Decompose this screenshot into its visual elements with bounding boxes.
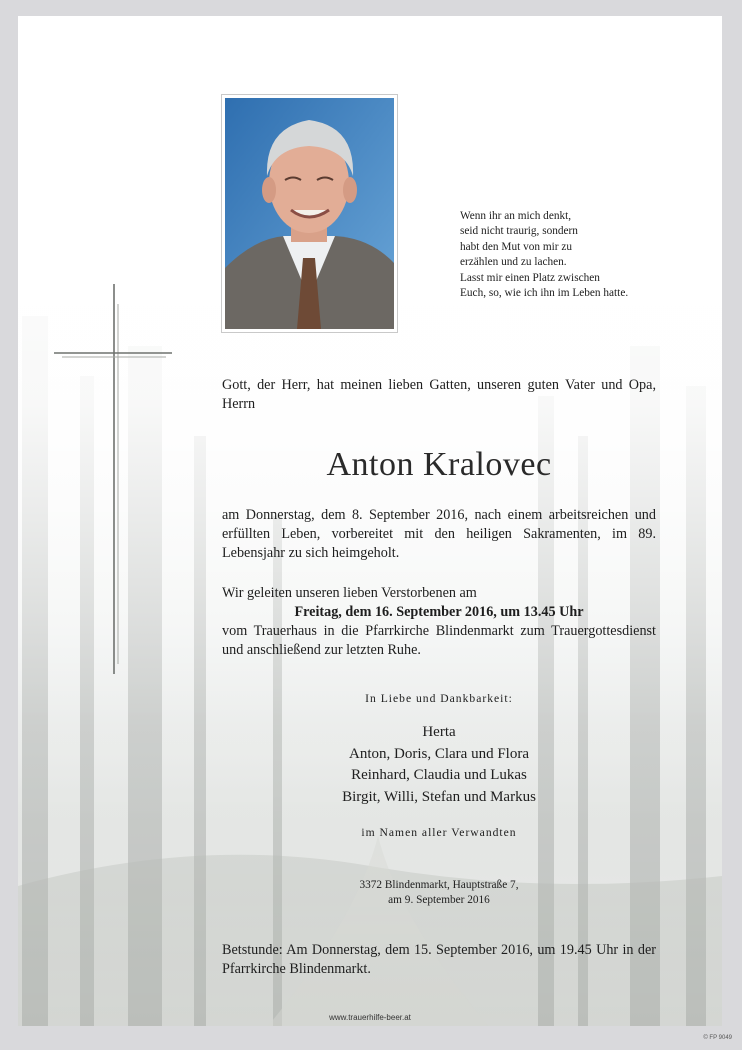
address-line: 3372 Blindenmarkt, Hauptstraße 7, xyxy=(359,879,519,891)
mourner-line: Reinhard, Claudia und Lukas xyxy=(351,767,527,783)
website-link[interactable]: www.trauerhilfe-beer.at xyxy=(329,1013,411,1022)
thanks-heading: In Liebe und Dankbarkeit: xyxy=(365,692,513,705)
funeral-info xyxy=(222,584,656,660)
document-code: © FP 9049 xyxy=(703,1035,732,1041)
date-line: am 9. September 2016 xyxy=(388,893,490,906)
funeral-details: vom Trauerhaus in die Pfarrkirche Blindenmarkt zum Trauergottesdienst und anschließend zur letzten Ruhe. xyxy=(222,623,656,658)
portrait-frame xyxy=(221,94,398,333)
death-notice-text: am Donnerstag, dem 8. September 2016, nach einem arbeitsreichen und erfüllten Leben, vorbereitet mit den heiligen Sakramenten, im 89. Lebensjahr zu sich heimgeholt. xyxy=(222,507,656,561)
memorial-quote: Wenn ihr an mich denkt, seid nicht traurig, sondern habt den Mut von mir zu erzählen und zu lachen. Lasst mir einen Platz zwischen Euch, so, wie ich ihn im Leben hatte. xyxy=(460,210,629,300)
relatives-note: im Namen aller Verwandten xyxy=(361,826,517,839)
deceased-name: Anton Kralovec xyxy=(326,446,552,483)
funeral-lead: Wir geleiten unseren lieben Verstorbenen am xyxy=(222,585,477,601)
portrait-photo xyxy=(225,98,394,329)
obituary-card xyxy=(18,16,722,1026)
intro-text: Gott, der Herr, hat meinen lieben Gatten, unseren guten Vater und Opa, Herrn xyxy=(222,377,656,412)
mourners-list xyxy=(222,722,656,808)
mourner-line: Anton, Doris, Clara und Flora xyxy=(349,745,529,762)
mourner-line: Herta xyxy=(422,724,456,740)
mourner-line: Birgit, Willi, Stefan und Markus xyxy=(342,788,536,805)
funeral-date: Freitag, dem 16. September 2016, um 13.45 Uhr xyxy=(294,604,584,620)
cross-icon xyxy=(54,284,172,674)
place-date xyxy=(222,878,656,907)
prayer-hour-text: Betstunde: Am Donnerstag, dem 15. September 2016, um 19.45 Uhr in der Pfarrkirche Blindenmarkt. xyxy=(222,942,656,977)
